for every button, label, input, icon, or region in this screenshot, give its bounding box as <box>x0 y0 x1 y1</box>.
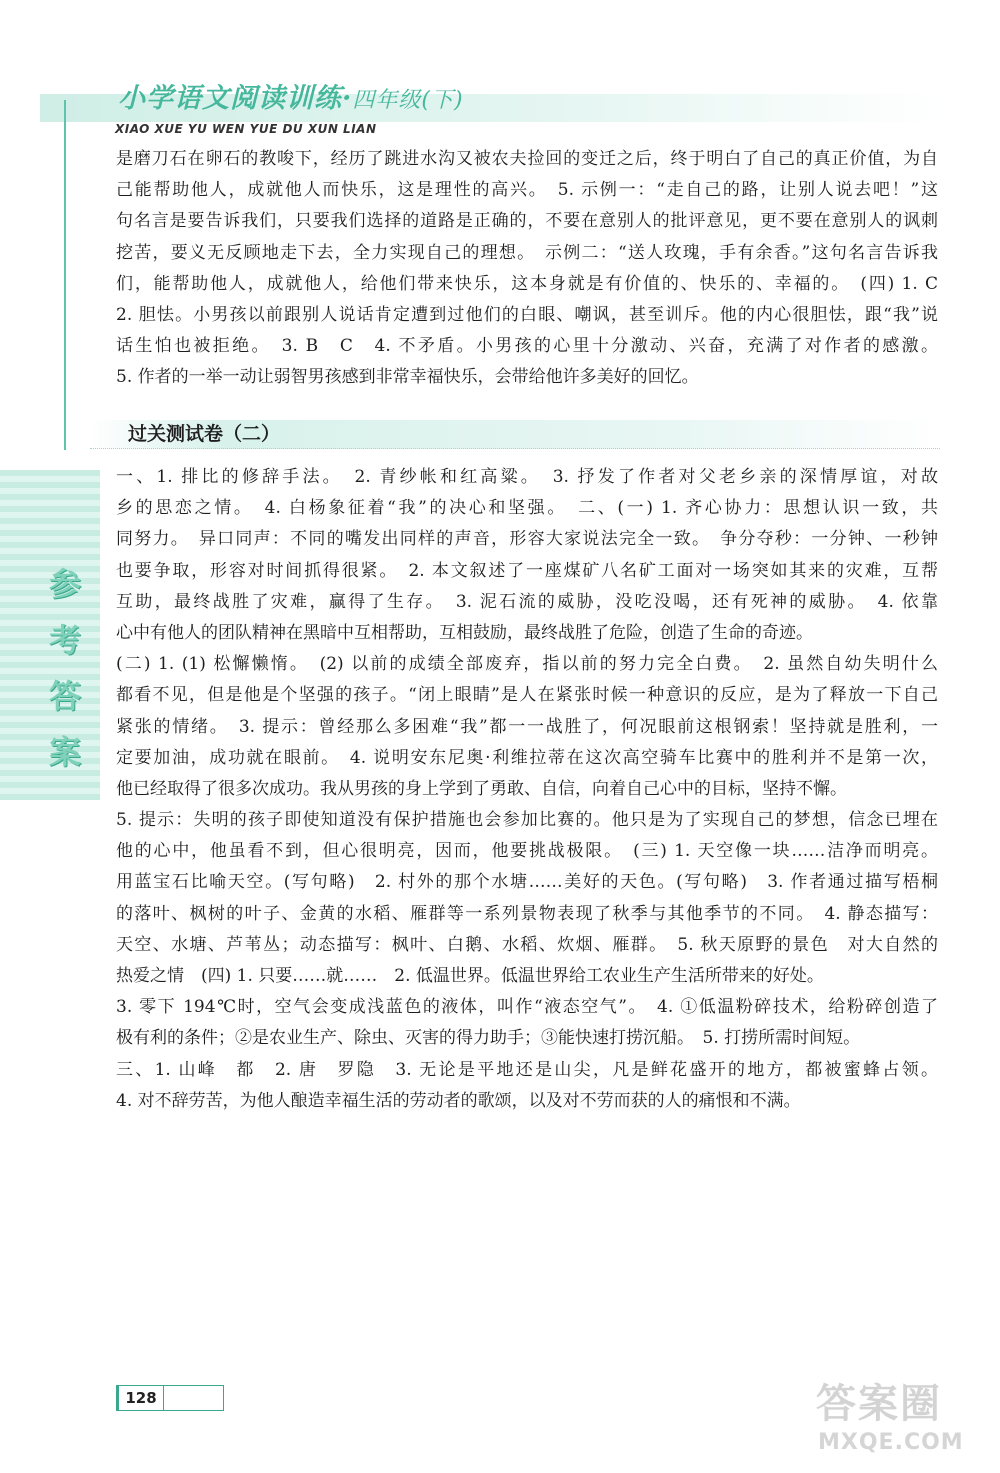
grade-label: 四年级(下) <box>352 88 464 113</box>
side-tab-label <box>42 556 88 780</box>
text-line: 的落叶、枫树的叶子、金黄的水稻、雁群等一系列景物表现了秋季与其他季节的不同。 4. 静态描写： <box>116 903 938 924</box>
text-line: 定要加油，成功就在眼前。 4. 说明安东尼奥·利维拉蒂在这次高空骑车比赛中的胜利并不是第一次， <box>116 747 938 768</box>
text-line: 紧张的情绪。 3. 提示：曾经那么多困难“我”都一一战胜了，何况眼前这根钢索！坚持就是胜利，一 <box>116 716 938 737</box>
text-line: 挖苦，要义无反顾地走下去，全力实现自己的理想。 示例二：“送人玫瑰，手有余香。”这句名言告诉我 <box>116 242 938 263</box>
book-title-pinyin: XIAO XUE YU WEN YUE DU XUN LIAN <box>115 122 377 136</box>
text-line: 心中有他人的团队精神在黑暗中互相帮助，互相鼓励，最终战胜了危险，创造了生命的奇迹。 <box>116 622 813 643</box>
text-line: 一、1. 排比的修辞手法。 2. 青纱帐和红高粱。 3. 抒发了作者对父老乡亲的深情厚谊，对故 <box>116 467 938 487</box>
text-line: 都看不见，但是他是个坚强的孩子。“闭上眼睛”是人在紧张时候一种意识的反应，是为了释放一下自己 <box>116 685 938 706</box>
text-line: 是磨刀石在卵石的教唆下，经历了跳进水沟又被农夫捡回的变迁之后，终于明白了自己的真正价值，为自 <box>116 149 938 169</box>
text-line: 4. 对不辞劳苦，为他人酿造幸福生活的劳动者的歌颂，以及对不劳而获的人的痛恨和不满。 <box>116 1090 801 1111</box>
text-line: 他已经取得了很多次成功。我从男孩的身上学到了勇敢、自信，向着自己心中的目标，坚持不懈。 <box>116 778 847 799</box>
page-number: 128 <box>119 1386 164 1410</box>
watermark-logo: 答案圈 <box>816 1381 942 1427</box>
side-tab-char: 考 <box>48 621 81 659</box>
text-line: 5. 提示：失明的孩子即使知道没有保护措施也会参加比赛的。他只是为了实现自己的梦想，信念已埋在 <box>116 810 938 831</box>
text-line: 天空、水塘、芦苇丛；动态描写：枫叶、白鹅、水稻、炊烟、雁群。 5. 秋天原野的景色 对大自然的 <box>116 934 938 955</box>
text-line: 极有利的条件；②是农业生产、除虫、灭害的得力助手；③能快速打捞沉船。 5. 打捞所需时间短。 <box>116 1028 861 1049</box>
text-line: 热爱之情 (四) 1. 只要……就…… 2. 低温世界。低温世界给工农业生产生活所带来的好处。 <box>116 966 824 986</box>
text-line: 句名言是要告诉我们，只要我们选择的道路是正确的，不要在意别人的批评意见，更不要在意别人的讽刺 <box>116 211 938 232</box>
text-line: 同努力。 异口同声：不同的嘴发出同样的声音，形容大家说法完全一致。 争分夺秒：一分钟、一秒钟 <box>116 529 938 550</box>
text-line: 乡的思恋之情。 4. 白杨象征着“我”的决心和坚强。 二、(一) 1. 齐心协力：思想认识一致，共 <box>116 498 938 519</box>
watermark-url: MXQE.COM <box>818 1430 964 1455</box>
text-line: 2. 胆怯。小男孩以前跟别人说话肯定遭到过他们的白眼、嘲讽，甚至训斥。他的内心很胆怯，跟“我”说 <box>116 304 938 325</box>
side-tab-char: 案 <box>48 733 81 771</box>
text-line: 用蓝宝石比喻天空。(写句略) 2. 村外的那个水塘……美好的天色。(写句略) 3. 作者通过描写梧桐 <box>116 872 938 893</box>
text-line: (二) 1. (1) 松懈懒惰。 (2) 以前的成绩全部废弃，指以前的努力完全白费。 2. 虽然自幼失明什么 <box>116 654 938 675</box>
text-line: 5. 作者的一举一动让弱智男孩感到非常幸福快乐，会带给他许多美好的回忆。 <box>116 367 699 388</box>
text-line: 也要争取，形容对时间抓得很紧。 2. 本文叙述了一座煤矿八名矿工面对一场突如其来的灾难，互帮 <box>116 560 938 581</box>
side-tab-char: 参 <box>48 565 81 603</box>
section-title: 过关测试卷（二） <box>128 423 281 445</box>
book-title: 小学语文阅读训练·四年级(下) <box>118 83 464 114</box>
text-line: 互助，最终战胜了灾难，赢得了生存。 3. 泥石流的威胁，没吃没喝，还有死神的威胁。 4. 依靠 <box>116 591 938 612</box>
text-line: 话生怕也被拒绝。 3. B C 4. 不矛盾。小男孩的心里十分激动、兴奋，充满了对作者的感激。 <box>116 336 938 357</box>
answers-block-1 <box>116 144 938 394</box>
text-line: 们，能帮助他人，成就他人，给他们带来快乐，这本身就是有价值的、快乐的、幸福的。 (四) 1. C <box>116 273 938 294</box>
text-line: 他的心中，他虽看不到，但心很明亮，因而，他要挑战极限。 (三) 1. 天空像一块……洁净而明亮。 <box>116 841 938 862</box>
answers-block-2 <box>116 462 938 1117</box>
text-line: 己能帮助他人，成就他人而快乐，这是理性的高兴。 5. 示例一：“走自己的路，让别人说去吧！”这 <box>116 180 938 201</box>
text-line: 3. 零下 194℃时，空气会变成浅蓝色的液体，叫作“液态空气”。 4. ①低温粉碎技术，给粉碎创造了 <box>116 997 938 1018</box>
header-rule <box>64 100 66 450</box>
side-tab-char: 答 <box>48 677 81 715</box>
text-line: 三、1. 山峰 都 2. 唐 罗隐 3. 无论是平地还是山尖，凡是鲜花盛开的地方，都被蜜蜂占领。 <box>116 1059 938 1080</box>
watermark <box>816 1372 964 1462</box>
page-number-box <box>116 1385 224 1411</box>
